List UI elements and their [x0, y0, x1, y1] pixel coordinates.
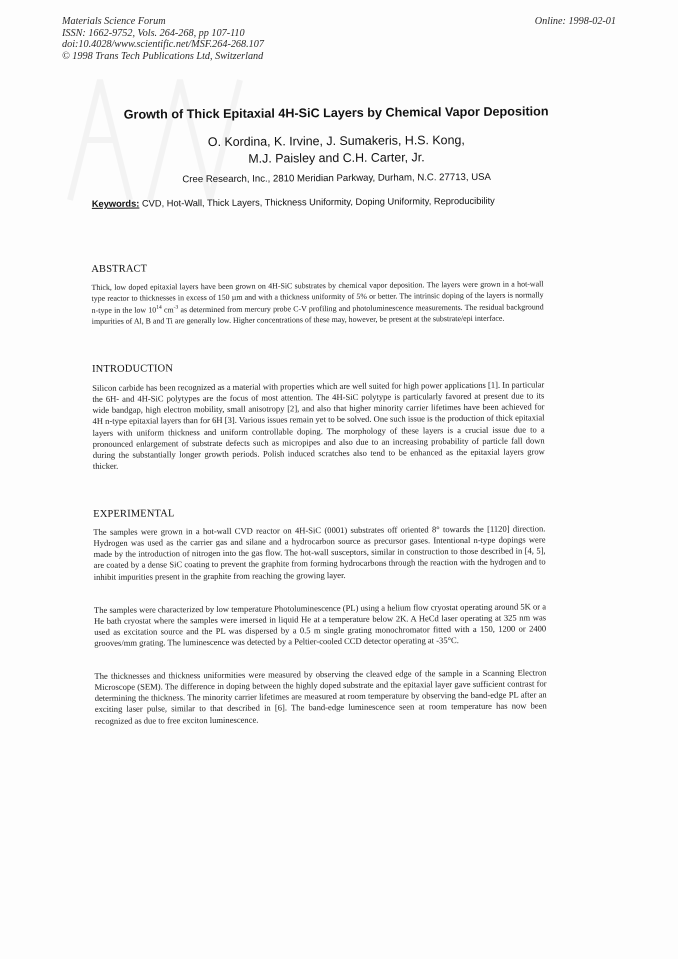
doi-line: doi:10.4028/www.scientific.net/MSF.264-268.107	[62, 39, 264, 51]
affiliation: Cree Research, Inc., 2810 Meridian Parkway, Durham, N.C. 27713, USA	[182, 171, 491, 186]
keywords-label: Keywords:	[91, 198, 140, 209]
keywords-list: CVD, Hot-Wall, Thick Layers, Thickness Uniformity, Doping Uniformity, Reproducibility	[141, 195, 495, 209]
journal-name: Materials Science Forum	[62, 16, 166, 27]
authors-line-1: O. Kordina, K. Irvine, J. Sumakeris, H.S. Kong,	[207, 133, 465, 150]
abstract-text-part2: cm	[161, 305, 174, 315]
experimental-paragraph-2: The samples were characterized by low temperature Photoluminescence (PL) using a helium flow cryostat operating around 5K or a He bath cryostat where the samples were imersed in liquid He at a temperature below 2K. A HeCd laser operating at 325 nm was used as excitation source and the PL was dispersed by a 0.5 m single grating monochromator fitted with a 150, 1200 or 2400 grooves/mm grating. The luminescence was detected by a Peltier-cooled CCD detector operating at -35°C.	[93, 601, 547, 649]
introduction-paragraph: Silicon carbide has been recognized as a material with properties which are well suited for high power applications [1]. In particular the 6H- and 4H-SiC polytypes are the focus of most attention. The 4H-SiC polytype is particularly favored at present due to its wide bandgap, high electron mobility, small anisotropy [2], and also that higher minority carrier lifetimes have been achieved for 4H n-type epitaxial layers than for 6H [3]. Various issues remain yet to be solved. One such issue is the production of thick epitaxial layers with uniform thickness and uniform controllable doping. The morphology of these layers is a crucial issue due to a pronounced enlargement of substrate defects such as micropipes and also due to an increasing probability of particle fall down during the substantially longer growth periods. Polish induced scratches also tend to be enhanced as the epitaxial layers grow thicker.	[92, 379, 545, 472]
copyright-line: © 1998 Trans Tech Publications Ltd, Switzerland	[62, 50, 264, 62]
experimental-paragraph-1: The samples were grown in a hot-wall CVD reactor on 4H-SiC (0001) substrates off oriented 8° towards the [1120] direction. Hydrogen was used as the carrier gas and silane and a hydrocarbon source as precursor gases. Intentional n-type dopings were made by the introduction of nitrogen into the gas flow. The hot-wall susceptors, similar in construction to those described in [4, 5], are coated by a dense SiC coating to prevent the graphite from forming hydrocarbons through the reaction with the hydrogen and to inhibit impurities present in the graphite from reaching the growing layer.	[93, 523, 546, 582]
unit-exponent: -3	[173, 304, 179, 311]
abstract-paragraph	[91, 278, 543, 327]
abstract-heading: ABSTRACT	[91, 263, 148, 275]
introduction-heading: INTRODUCTION	[92, 363, 174, 375]
experimental-paragraph-3: The thicknesses and thickness uniformities were measured by observing the cleaved edge of the sample in a Scanning Electron Microscope (SEM). The difference in doping between the highly doped substrate and the epitaxial layer gave sufficient contrast for determining the thickness. The minority carrier lifetimes are measured at room temperature by observing the band-edge PL after an exciting laser pulse, similar to that described in [6]. The band-edge luminescence seen at room temperature has now been recognized as due to free exciton luminescence.	[94, 667, 547, 726]
paper-title: Growth of Thick Epitaxial 4H-SiC Layers by Chemical Vapor Deposition	[123, 104, 549, 122]
experimental-heading: EXPERIMENTAL	[93, 508, 175, 520]
author-list	[0, 130, 676, 169]
online-date: Online: 1998-02-01	[534, 16, 616, 27]
abstract-text-part3: as determined from mercury probe C-V profiling and photoluminescence measurements. The residual background impurities of Al, B and Ti are generally low. Higher concentrations of these may, however, be present at the substrate/epi interface.	[91, 302, 544, 327]
keywords-line	[92, 196, 495, 209]
doping-exponent: 14	[156, 304, 162, 311]
issn-line: ISSN: 1662-9752, Vols. 264-268, pp 107-110	[62, 27, 245, 39]
abstract-text-part1: Thick, low doped epitaxial layers have been grown on 4H-SiC substrates by chemical vapor deposition. The layers were grown in a hot-wall type reactor to thicknesses in excess of 150 µm and with a thickness uniformity of 5% or better. The intrinsic doping of the layers is normally n-type in the low 10	[91, 279, 544, 315]
authors-line-2: M.J. Paisley and C.H. Carter, Jr.	[248, 150, 425, 166]
